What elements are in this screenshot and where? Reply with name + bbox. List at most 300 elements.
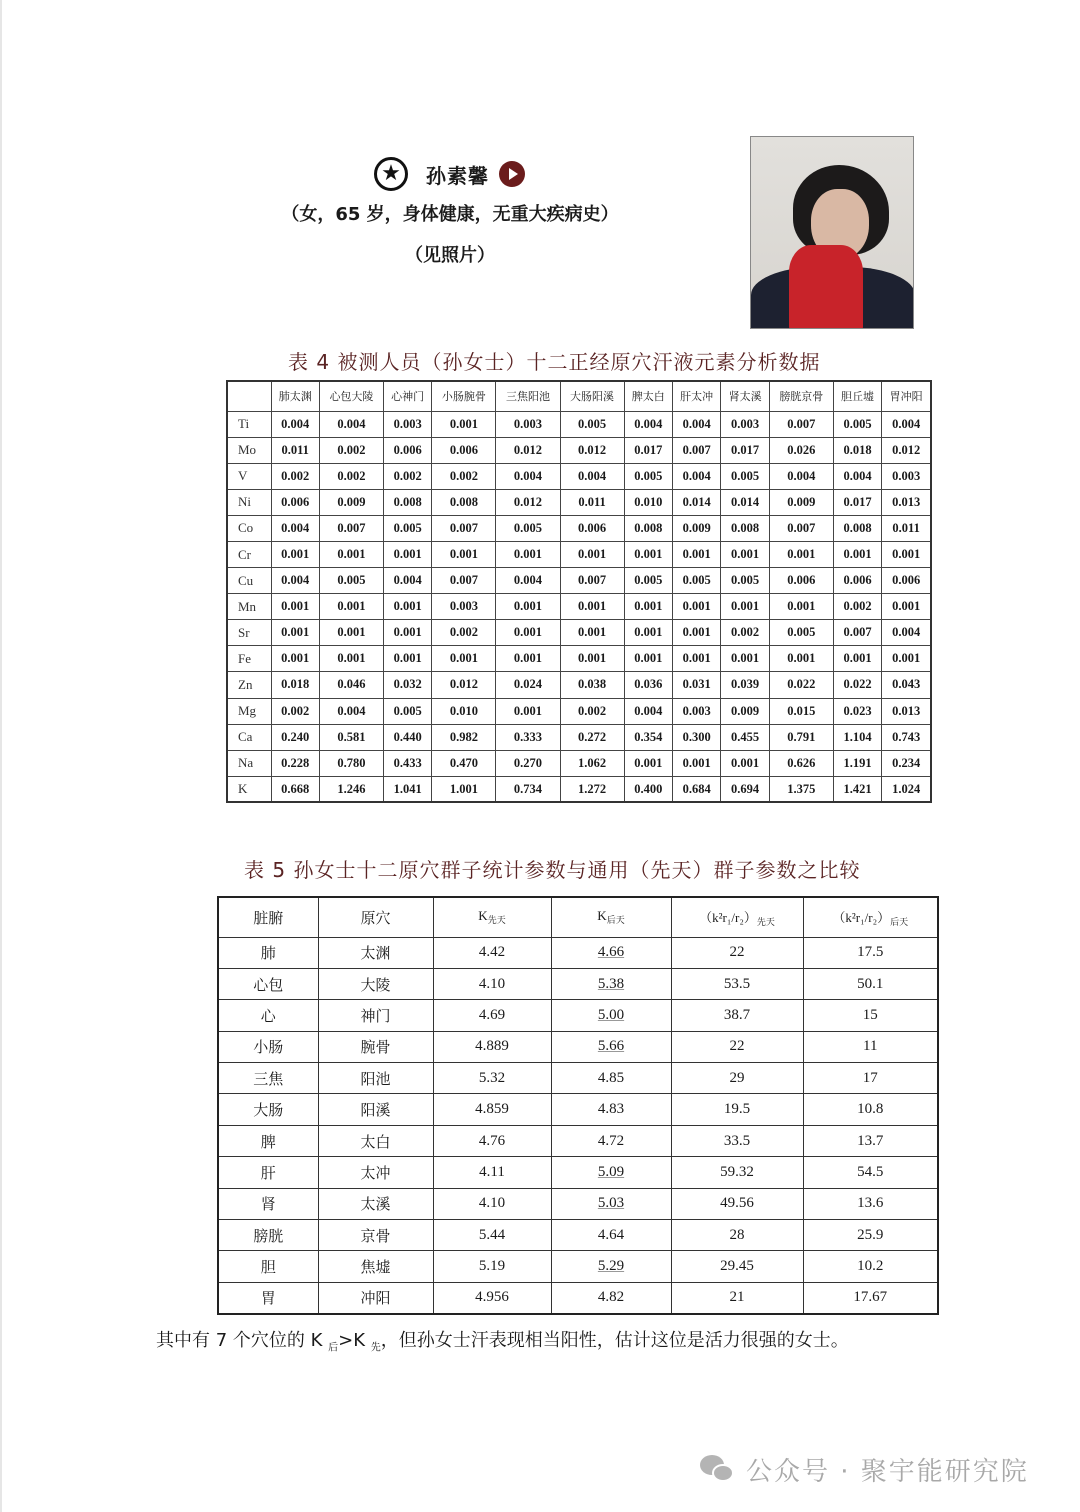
value-cell: 0.006 xyxy=(560,515,624,541)
table4-body xyxy=(227,411,931,802)
person-photo xyxy=(750,136,914,329)
value-cell: 0.004 xyxy=(882,411,931,437)
ratio-pre-cell: 22 xyxy=(671,937,803,968)
table5-title: 表 5 孙女士十二原穴群子统计参数与通用（先天）群子参数之比较 xyxy=(244,858,861,882)
k-pre-cell: 4.11 xyxy=(433,1157,551,1188)
element-label: Ca xyxy=(227,724,271,750)
value-cell: 0.001 xyxy=(432,411,496,437)
value-cell: 0.780 xyxy=(319,750,383,776)
table-row xyxy=(218,1063,938,1094)
value-cell: 0.001 xyxy=(383,541,431,567)
k-post-cell: 4.83 xyxy=(551,1094,671,1125)
table4-sweat-elements xyxy=(226,380,932,803)
value-cell: 0.007 xyxy=(319,515,383,541)
value-cell: 1.104 xyxy=(833,724,881,750)
point-cell: 太渊 xyxy=(318,937,433,968)
value-cell: 0.026 xyxy=(769,437,833,463)
point-cell: 腕骨 xyxy=(318,1031,433,1062)
value-cell: 0.001 xyxy=(432,541,496,567)
table-row xyxy=(218,1220,938,1251)
ratio-post-cell: 17 xyxy=(803,1063,938,1094)
value-cell: 0.010 xyxy=(624,489,672,515)
value-cell: 0.333 xyxy=(496,724,560,750)
value-cell: 0.001 xyxy=(383,594,431,620)
organ-cell: 心 xyxy=(218,1000,318,1031)
table-row xyxy=(227,463,931,489)
person-description: （女，65 岁，身体健康，无重大疾病史） xyxy=(281,204,619,225)
element-label: Na xyxy=(227,750,271,776)
table-row xyxy=(227,568,931,594)
value-cell: 0.014 xyxy=(721,489,769,515)
value-cell: 0.005 xyxy=(383,698,431,724)
value-cell: 0.001 xyxy=(496,541,560,567)
header-k-pre: $K_{先天}$ xyxy=(433,897,551,937)
value-cell: 0.013 xyxy=(882,489,931,515)
value-cell: 0.003 xyxy=(672,698,720,724)
table-row xyxy=(218,1125,938,1156)
value-cell: 0.012 xyxy=(496,489,560,515)
value-cell: 0.003 xyxy=(496,411,560,437)
value-cell: 0.005 xyxy=(624,463,672,489)
k-post-cell: 4.66 xyxy=(551,937,671,968)
table-row xyxy=(227,594,931,620)
organ-cell: 大肠 xyxy=(218,1094,318,1125)
element-label: K xyxy=(227,776,271,802)
value-cell: 0.001 xyxy=(560,541,624,567)
value-cell: 1.041 xyxy=(383,776,431,802)
k-post-cell: 5.09 xyxy=(551,1157,671,1188)
value-cell: 0.001 xyxy=(672,620,720,646)
value-cell: 0.004 xyxy=(383,568,431,594)
k-pre-cell: 4.69 xyxy=(433,1000,551,1031)
value-cell: 0.300 xyxy=(672,724,720,750)
value-cell: 0.001 xyxy=(624,750,672,776)
element-label: Fe xyxy=(227,646,271,672)
organ-cell: 肝 xyxy=(218,1157,318,1188)
table-row xyxy=(227,724,931,750)
value-cell: 0.001 xyxy=(833,646,881,672)
person-name: 孙素馨 xyxy=(426,163,489,188)
k-pre-cell: 5.19 xyxy=(433,1251,551,1282)
k-post-cell: 5.03 xyxy=(551,1188,671,1219)
value-cell: 0.002 xyxy=(432,463,496,489)
table-row xyxy=(218,968,938,999)
value-cell: 0.001 xyxy=(383,646,431,672)
value-cell: 0.039 xyxy=(721,672,769,698)
k-post-cell: 4.82 xyxy=(551,1282,671,1313)
ratio-pre-cell: 49.56 xyxy=(671,1188,803,1219)
value-cell: 0.004 xyxy=(496,463,560,489)
point-cell: 太白 xyxy=(318,1125,433,1156)
organ-cell: 脾 xyxy=(218,1125,318,1156)
value-cell: 0.017 xyxy=(833,489,881,515)
value-cell: 0.007 xyxy=(432,568,496,594)
value-cell: 0.005 xyxy=(721,463,769,489)
value-cell: 0.003 xyxy=(721,411,769,437)
ratio-post-cell: 50.1 xyxy=(803,968,938,999)
value-cell: 0.005 xyxy=(769,620,833,646)
value-cell: 0.012 xyxy=(496,437,560,463)
value-cell: 0.001 xyxy=(672,594,720,620)
value-cell: 0.001 xyxy=(271,594,319,620)
value-cell: 0.009 xyxy=(721,698,769,724)
value-cell: 0.001 xyxy=(496,698,560,724)
value-cell: 0.022 xyxy=(769,672,833,698)
value-cell: 0.008 xyxy=(432,489,496,515)
conclusion-note: 其中有 7 个穴位的 K $_后$>K $_先$，但孙女士汗表现相当阳性，估计这位是活力很强的女士。 xyxy=(156,1330,849,1354)
table-row xyxy=(227,750,931,776)
header-ratio-pre: $(k^2r_1/r_2)_{先天}$ xyxy=(671,897,803,937)
ratio-post-cell: 17.67 xyxy=(803,1282,938,1313)
table-row xyxy=(227,411,931,437)
value-cell: 0.005 xyxy=(496,515,560,541)
value-cell: 0.031 xyxy=(672,672,720,698)
point-cell: 阳池 xyxy=(318,1063,433,1094)
value-cell: 0.743 xyxy=(882,724,931,750)
value-cell: 0.004 xyxy=(624,411,672,437)
value-cell: 0.001 xyxy=(882,594,931,620)
value-cell: 0.005 xyxy=(833,411,881,437)
value-cell: 0.001 xyxy=(432,646,496,672)
table-row xyxy=(218,1251,938,1282)
value-cell: 0.001 xyxy=(560,594,624,620)
k-pre-cell: 4.956 xyxy=(433,1282,551,1313)
table-row xyxy=(227,776,931,802)
table5-header-row xyxy=(218,897,938,937)
value-cell: 0.024 xyxy=(496,672,560,698)
value-cell: 0.012 xyxy=(432,672,496,698)
value-cell: 0.005 xyxy=(383,515,431,541)
value-cell: 0.004 xyxy=(672,463,720,489)
value-cell: 0.011 xyxy=(271,437,319,463)
value-cell: 0.004 xyxy=(672,411,720,437)
point-cell: 太冲 xyxy=(318,1157,433,1188)
value-cell: 0.001 xyxy=(496,594,560,620)
header-ratio-post: $(k^2r_1/r_2)_{后天}$ xyxy=(803,897,938,937)
value-cell: 0.008 xyxy=(721,515,769,541)
value-cell: 0.023 xyxy=(833,698,881,724)
header-acupoint: 胃冲阳 xyxy=(882,381,931,411)
header-acupoint: 肺太渊 xyxy=(271,381,319,411)
value-cell: 0.734 xyxy=(496,776,560,802)
person-header xyxy=(374,156,525,192)
value-cell: 0.001 xyxy=(721,646,769,672)
point-cell: 冲阳 xyxy=(318,1282,433,1313)
organ-cell: 小肠 xyxy=(218,1031,318,1062)
star-icon: ★ xyxy=(374,157,408,191)
ratio-post-cell: 13.7 xyxy=(803,1125,938,1156)
value-cell: 0.006 xyxy=(882,568,931,594)
value-cell: 0.004 xyxy=(769,463,833,489)
value-cell: 0.002 xyxy=(721,620,769,646)
value-cell: 1.421 xyxy=(833,776,881,802)
k-post-cell: 4.64 xyxy=(551,1220,671,1251)
value-cell: 0.003 xyxy=(882,463,931,489)
value-cell: 0.013 xyxy=(882,698,931,724)
ratio-post-cell: 10.2 xyxy=(803,1251,938,1282)
watermark-text: 公众号 · 聚宇能研究院 xyxy=(746,1457,1029,1487)
value-cell: 0.001 xyxy=(833,541,881,567)
value-cell: 0.002 xyxy=(319,437,383,463)
value-cell: 0.626 xyxy=(769,750,833,776)
ratio-pre-cell: 33.5 xyxy=(671,1125,803,1156)
value-cell: 0.001 xyxy=(672,541,720,567)
value-cell: 1.272 xyxy=(560,776,624,802)
value-cell: 0.001 xyxy=(560,620,624,646)
value-cell: 0.668 xyxy=(271,776,319,802)
table5-body xyxy=(218,937,938,1314)
element-label: Co xyxy=(227,515,271,541)
value-cell: 1.246 xyxy=(319,776,383,802)
element-label: Ti xyxy=(227,411,271,437)
element-label: Cu xyxy=(227,568,271,594)
play-icon xyxy=(499,161,525,187)
value-cell: 0.006 xyxy=(383,437,431,463)
value-cell: 0.003 xyxy=(432,594,496,620)
ratio-post-cell: 11 xyxy=(803,1031,938,1062)
k-post-cell: 5.66 xyxy=(551,1031,671,1062)
value-cell: 0.005 xyxy=(672,568,720,594)
value-cell: 0.007 xyxy=(769,515,833,541)
value-cell: 0.004 xyxy=(271,411,319,437)
value-cell: 0.012 xyxy=(882,437,931,463)
value-cell: 0.694 xyxy=(721,776,769,802)
photo-scarf xyxy=(789,245,863,329)
element-label: Zn xyxy=(227,672,271,698)
value-cell: 0.004 xyxy=(319,411,383,437)
value-cell: 0.581 xyxy=(319,724,383,750)
ratio-pre-cell: 21 xyxy=(671,1282,803,1313)
point-cell: 太溪 xyxy=(318,1188,433,1219)
table-row xyxy=(218,937,938,968)
organ-cell: 心包 xyxy=(218,968,318,999)
value-cell: 0.005 xyxy=(319,568,383,594)
value-cell: 0.001 xyxy=(624,541,672,567)
header-acupoint: 大肠阳溪 xyxy=(560,381,624,411)
value-cell: 0.400 xyxy=(624,776,672,802)
value-cell: 0.455 xyxy=(721,724,769,750)
page-edge xyxy=(0,0,2,1512)
value-cell: 0.006 xyxy=(432,437,496,463)
value-cell: 0.010 xyxy=(432,698,496,724)
value-cell: 0.001 xyxy=(769,646,833,672)
value-cell: 0.982 xyxy=(432,724,496,750)
value-cell: 0.001 xyxy=(721,541,769,567)
organ-cell: 三焦 xyxy=(218,1063,318,1094)
value-cell: 0.004 xyxy=(624,698,672,724)
value-cell: 0.684 xyxy=(672,776,720,802)
table-row xyxy=(227,437,931,463)
value-cell: 0.240 xyxy=(271,724,319,750)
value-cell: 0.470 xyxy=(432,750,496,776)
table-row xyxy=(227,672,931,698)
ratio-pre-cell: 19.5 xyxy=(671,1094,803,1125)
value-cell: 0.011 xyxy=(560,489,624,515)
value-cell: 0.001 xyxy=(319,620,383,646)
value-cell: 0.003 xyxy=(383,411,431,437)
k-pre-cell: 4.889 xyxy=(433,1031,551,1062)
value-cell: 0.007 xyxy=(769,411,833,437)
value-cell: 0.006 xyxy=(769,568,833,594)
value-cell: 1.001 xyxy=(432,776,496,802)
value-cell: 1.375 xyxy=(769,776,833,802)
k-pre-cell: 5.32 xyxy=(433,1063,551,1094)
value-cell: 0.002 xyxy=(271,463,319,489)
table-row xyxy=(218,1157,938,1188)
value-cell: 0.018 xyxy=(833,437,881,463)
value-cell: 0.014 xyxy=(672,489,720,515)
element-label: Sr xyxy=(227,620,271,646)
k-post-cell: 5.29 xyxy=(551,1251,671,1282)
value-cell: 0.011 xyxy=(882,515,931,541)
value-cell: 0.002 xyxy=(319,463,383,489)
value-cell: 0.001 xyxy=(721,750,769,776)
value-cell: 0.001 xyxy=(383,620,431,646)
value-cell: 0.008 xyxy=(383,489,431,515)
point-cell: 神门 xyxy=(318,1000,433,1031)
table-row xyxy=(218,1000,938,1031)
table-row xyxy=(227,646,931,672)
value-cell: 0.009 xyxy=(319,489,383,515)
ratio-post-cell: 17.5 xyxy=(803,937,938,968)
table-row xyxy=(218,1031,938,1062)
value-cell: 0.007 xyxy=(672,437,720,463)
value-cell: 0.001 xyxy=(624,594,672,620)
value-cell: 1.191 xyxy=(833,750,881,776)
value-cell: 0.009 xyxy=(672,515,720,541)
value-cell: 0.008 xyxy=(833,515,881,541)
organ-cell: 肺 xyxy=(218,937,318,968)
element-label: V xyxy=(227,463,271,489)
value-cell: 0.001 xyxy=(672,750,720,776)
value-cell: 0.791 xyxy=(769,724,833,750)
value-cell: 0.004 xyxy=(882,620,931,646)
value-cell: 0.440 xyxy=(383,724,431,750)
table-row xyxy=(227,620,931,646)
table5-parameter-comparison xyxy=(217,896,939,1315)
value-cell: 0.001 xyxy=(769,541,833,567)
element-label: Mo xyxy=(227,437,271,463)
organ-cell: 肾 xyxy=(218,1188,318,1219)
ratio-pre-cell: 59.32 xyxy=(671,1157,803,1188)
value-cell: 0.004 xyxy=(560,463,624,489)
value-cell: 0.017 xyxy=(721,437,769,463)
table-row xyxy=(227,541,931,567)
value-cell: 0.046 xyxy=(319,672,383,698)
value-cell: 0.015 xyxy=(769,698,833,724)
k-post-cell: 4.85 xyxy=(551,1063,671,1094)
element-label: Cr xyxy=(227,541,271,567)
value-cell: 0.001 xyxy=(496,620,560,646)
ratio-pre-cell: 29 xyxy=(671,1063,803,1094)
header-organ: 脏腑 xyxy=(218,897,318,937)
ratio-pre-cell: 28 xyxy=(671,1220,803,1251)
table4-title: 表 4 被测人员（孙女士）十二正经原穴汗液元素分析数据 xyxy=(288,350,821,374)
value-cell: 0.006 xyxy=(271,489,319,515)
value-cell: 0.001 xyxy=(319,594,383,620)
value-cell: 0.008 xyxy=(624,515,672,541)
value-cell: 0.001 xyxy=(721,594,769,620)
value-cell: 0.007 xyxy=(833,620,881,646)
k-post-cell: 5.38 xyxy=(551,968,671,999)
point-cell: 大陵 xyxy=(318,968,433,999)
person-photo-note: （见照片） xyxy=(405,245,495,266)
value-cell: 0.036 xyxy=(624,672,672,698)
table-row xyxy=(227,515,931,541)
value-cell: 0.272 xyxy=(560,724,624,750)
element-label: Ni xyxy=(227,489,271,515)
value-cell: 0.001 xyxy=(624,646,672,672)
point-cell: 阳溪 xyxy=(318,1094,433,1125)
element-label: Mg xyxy=(227,698,271,724)
value-cell: 0.002 xyxy=(560,698,624,724)
header-acupoint: 心神门 xyxy=(383,381,431,411)
header-acupoint: 膀胱京骨 xyxy=(769,381,833,411)
value-cell: 0.001 xyxy=(624,620,672,646)
ratio-pre-cell: 38.7 xyxy=(671,1000,803,1031)
header-k-post: $K_{后天}$ xyxy=(551,897,671,937)
value-cell: 0.001 xyxy=(271,541,319,567)
table-row xyxy=(218,1282,938,1313)
value-cell: 0.001 xyxy=(672,646,720,672)
value-cell: 0.032 xyxy=(383,672,431,698)
value-cell: 0.004 xyxy=(496,568,560,594)
header-acupoint: 肾太溪 xyxy=(721,381,769,411)
k-pre-cell: 4.42 xyxy=(433,937,551,968)
value-cell: 0.004 xyxy=(833,463,881,489)
value-cell: 0.002 xyxy=(271,698,319,724)
header-corner xyxy=(227,381,271,411)
value-cell: 1.062 xyxy=(560,750,624,776)
value-cell: 0.001 xyxy=(496,646,560,672)
header-acupoint: 肝太冲 xyxy=(672,381,720,411)
value-cell: 0.017 xyxy=(624,437,672,463)
point-cell: 京骨 xyxy=(318,1220,433,1251)
k-pre-cell: 5.44 xyxy=(433,1220,551,1251)
value-cell: 0.002 xyxy=(383,463,431,489)
ratio-post-cell: 10.8 xyxy=(803,1094,938,1125)
k-pre-cell: 4.10 xyxy=(433,968,551,999)
value-cell: 0.001 xyxy=(882,646,931,672)
ratio-post-cell: 13.6 xyxy=(803,1188,938,1219)
ratio-pre-cell: 53.5 xyxy=(671,968,803,999)
ratio-pre-cell: 22 xyxy=(671,1031,803,1062)
watermark xyxy=(700,1451,1029,1488)
element-label: Mn xyxy=(227,594,271,620)
organ-cell: 胃 xyxy=(218,1282,318,1313)
header-acupoint: 小肠腕骨 xyxy=(432,381,496,411)
table-row xyxy=(218,1188,938,1219)
value-cell: 0.022 xyxy=(833,672,881,698)
table-row xyxy=(227,489,931,515)
k-pre-cell: 4.859 xyxy=(433,1094,551,1125)
value-cell: 0.002 xyxy=(432,620,496,646)
table4-header-row xyxy=(227,381,931,411)
table-row xyxy=(218,1094,938,1125)
value-cell: 0.270 xyxy=(496,750,560,776)
value-cell: 0.001 xyxy=(271,646,319,672)
value-cell: 1.024 xyxy=(882,776,931,802)
value-cell: 0.001 xyxy=(560,646,624,672)
value-cell: 0.038 xyxy=(560,672,624,698)
value-cell: 0.005 xyxy=(721,568,769,594)
organ-cell: 胆 xyxy=(218,1251,318,1282)
header-acupoint: 心包大陵 xyxy=(319,381,383,411)
ratio-post-cell: 15 xyxy=(803,1000,938,1031)
wechat-icon xyxy=(700,1455,736,1485)
point-cell: 焦墟 xyxy=(318,1251,433,1282)
value-cell: 0.001 xyxy=(319,646,383,672)
